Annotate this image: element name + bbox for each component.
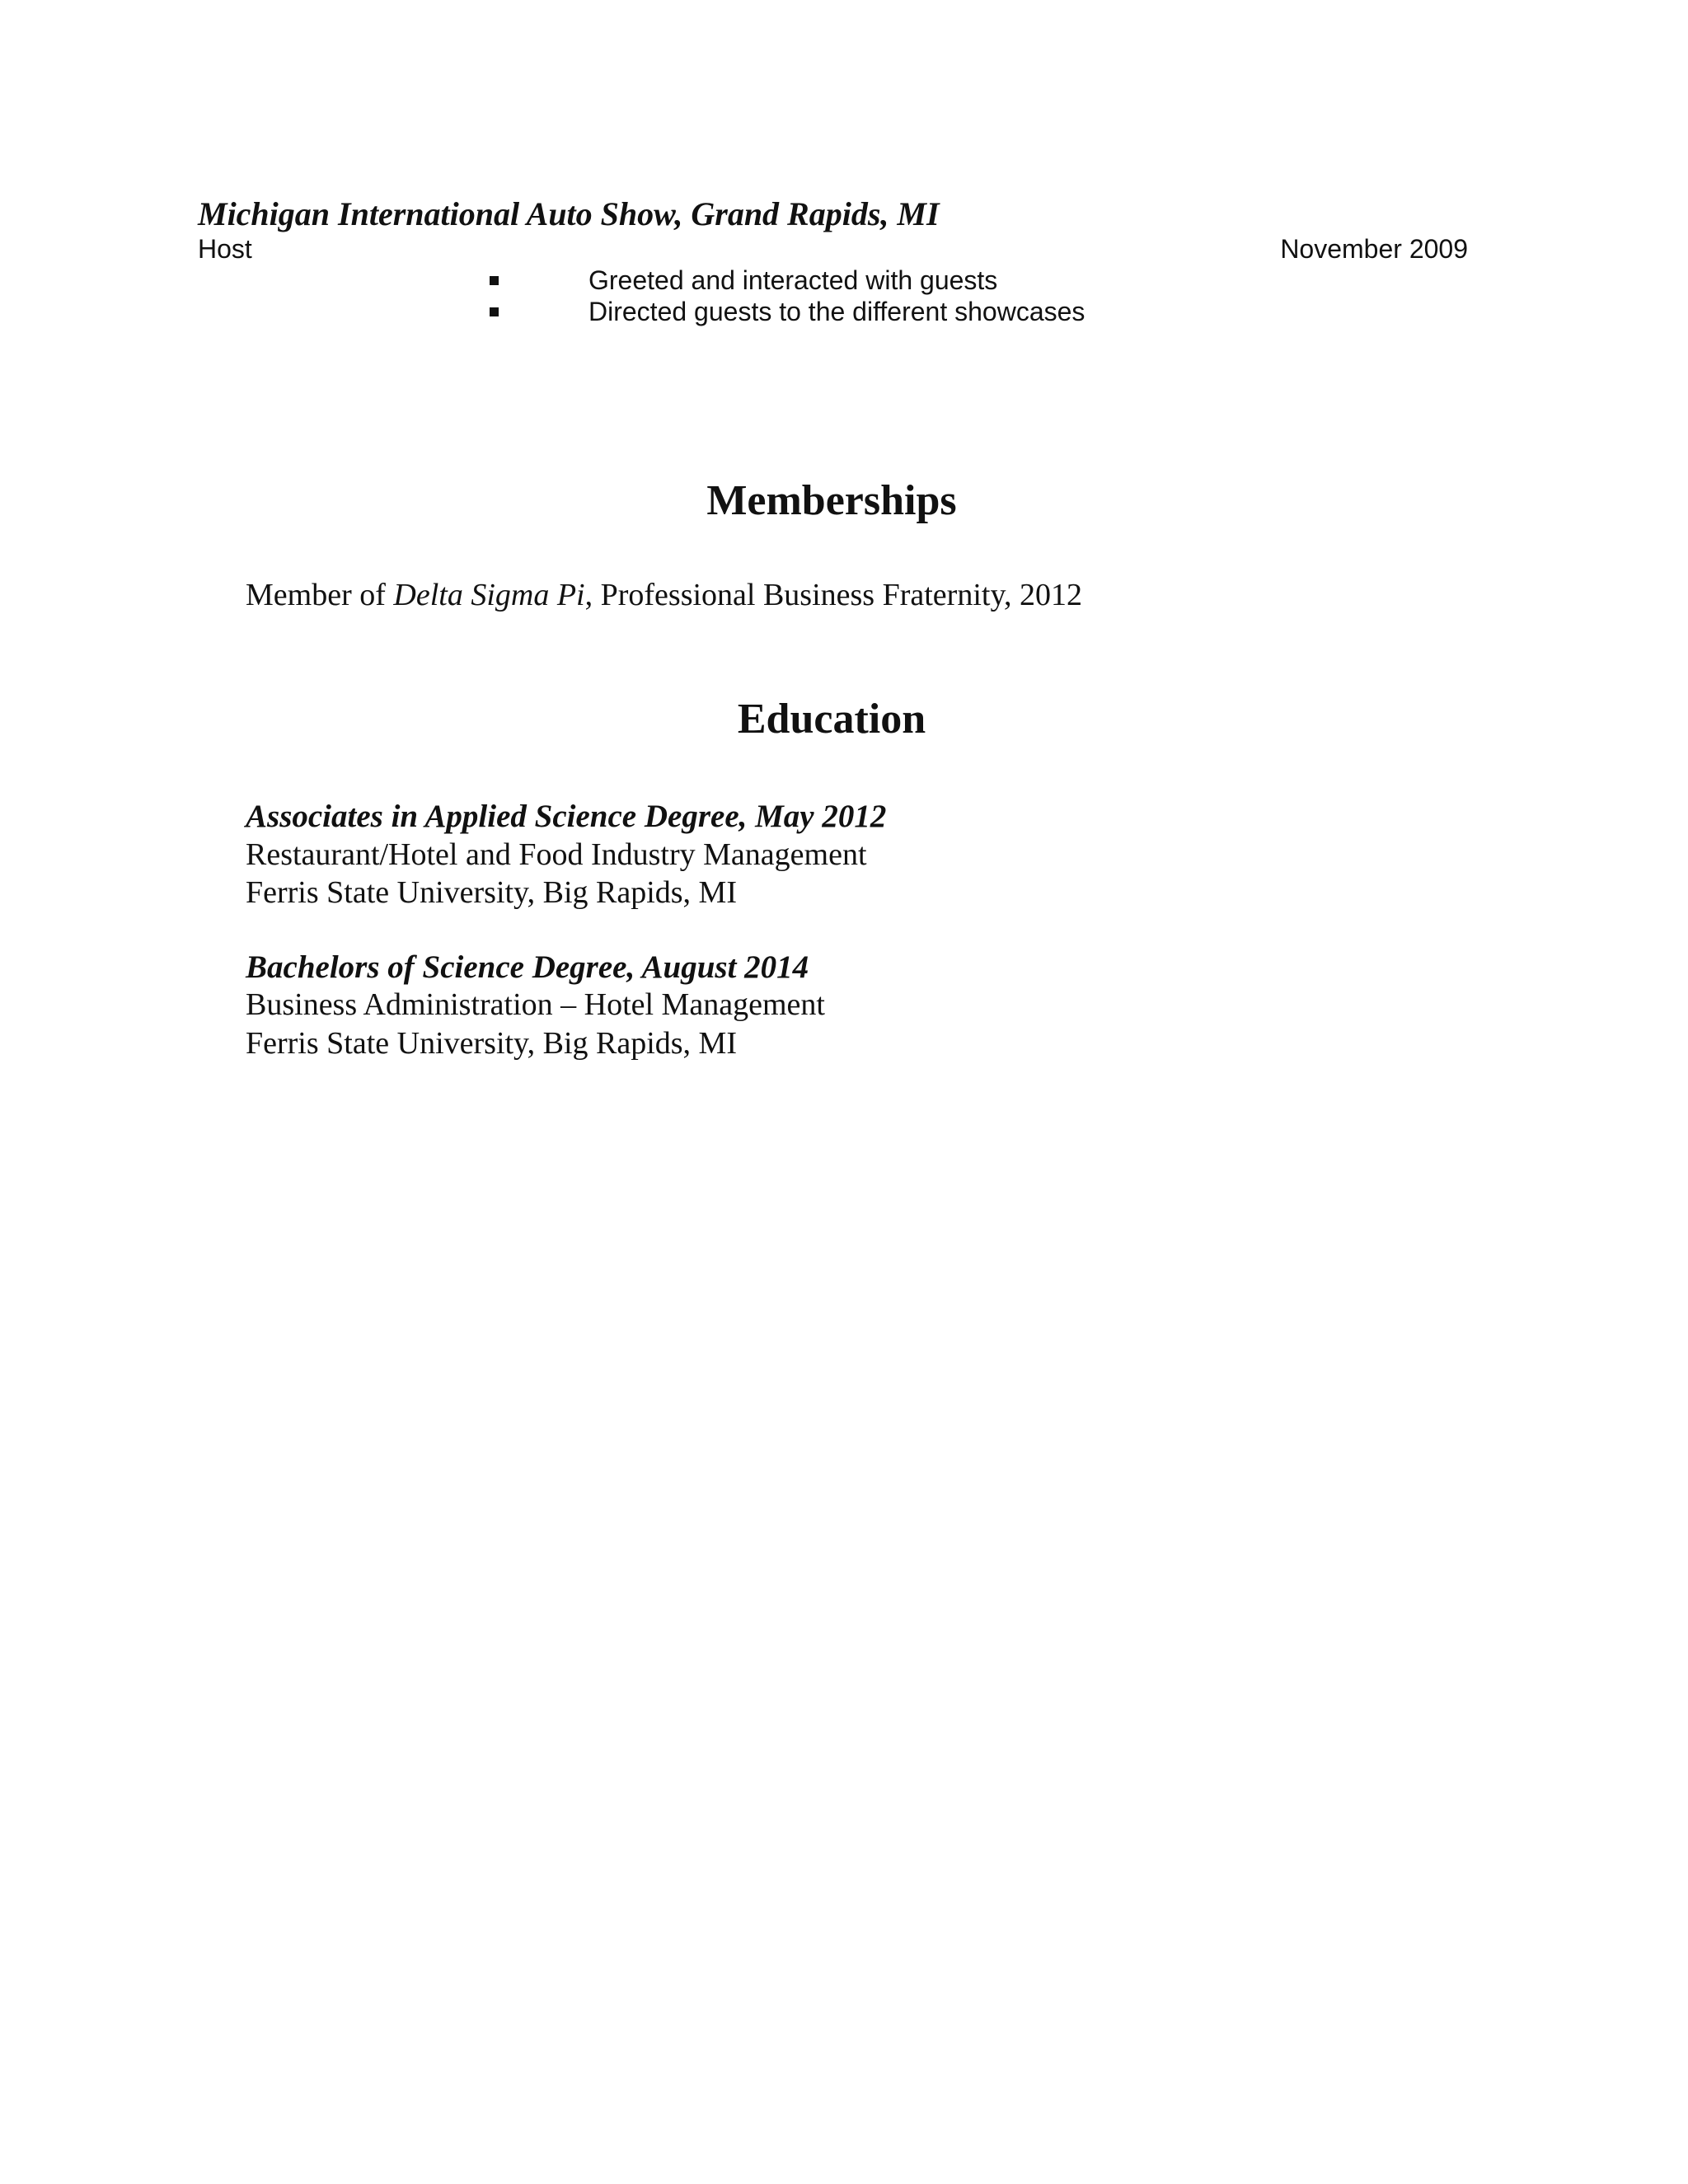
job-date: November 2009 [1280, 234, 1468, 264]
job-company-location: Michigan International Auto Show, Grand Rapids, MI [198, 195, 940, 232]
degree-title: Bachelors of Science Degree, August 2014 [246, 949, 809, 985]
membership-organization: Delta Sigma Pi [393, 578, 585, 612]
job-bullet-text: Greeted and interacted with guests [588, 265, 998, 295]
membership-entry [246, 577, 1082, 613]
job-bullet-text: Directed guests to the different showcases [588, 297, 1085, 326]
job-title: Host [198, 234, 252, 264]
degree-major: Business Administration – Hotel Management [246, 987, 825, 1022]
memberships-heading: Memberships [706, 477, 957, 524]
membership-prefix: Member of [246, 578, 394, 612]
degree-school: Ferris State University, Big Rapids, MI [246, 875, 737, 910]
degree-school: Ferris State University, Big Rapids, MI [246, 1026, 737, 1061]
education-heading: Education [737, 696, 926, 743]
membership-suffix: , Professional Business Fraternity, 2012 [584, 578, 1082, 612]
degree-major: Restaurant/Hotel and Food Industry Management [246, 837, 867, 872]
square-bullet-icon [490, 276, 499, 285]
degree-title: Associates in Applied Science Degree, May 2012 [246, 799, 887, 834]
square-bullet-icon [490, 307, 499, 316]
